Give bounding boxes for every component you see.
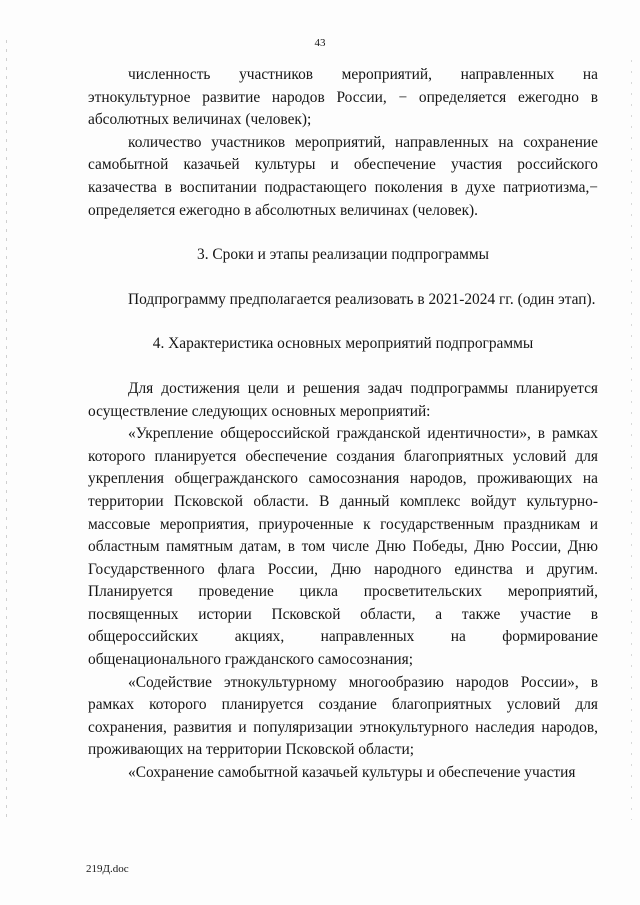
scan-edge-right — [631, 60, 632, 820]
section-3-text: Подпрограмму предполагается реализовать в 2021-2024 гг. (один этап). — [128, 290, 596, 308]
section-3-heading: 3. Сроки и этапы реализации подпрограммы — [197, 246, 489, 264]
paragraph-participants-ethnocultural: численность участников мероприятий, направленных на этнокультурное развитие народов России, − определяется ежегодно в абсолютных величинах (человек); — [88, 66, 598, 129]
document-body — [88, 64, 598, 785]
section-4-item-diversity: «Содействие этнокультурному многообразию народов России», в рамках которого планируется создание благоприятных условий для сохранения, развития и популяризации этнокультурного наследия народов, проживающих на территории Псковской области; — [88, 673, 598, 759]
section-4-item-identity: «Укрепление общероссийской гражданской идентичности», в рамках которого планируется обеспечение создания благоприятных условий для укрепления общегражданского самосознания народов, проживающих на территории Псковской области. В данный комплекс войдут культурно-массовые мероприятия, приуроченные к государственным праздникам и областным памятным датам, в том числе Дню Победы, Дню России, Дню Государственного флага России, Дню народного единства и другим. Планируется проведение цикла просветительских мероприятий, посвященных истории Псковской области, а также участие в общероссийских акциях, направленных на формирование общенационального гражданского самосознания; — [88, 425, 598, 669]
footer-filename: 219Д.doc — [86, 863, 129, 875]
section-4-item-cossack: «Сохранение самобытной казачьей культуры и обеспечение участия — [128, 764, 576, 782]
section-4-intro: Для достижения цели и решения задач подпрограммы планируется осуществление следующих основных мероприятий: — [88, 379, 598, 420]
scan-edge-left — [6, 40, 7, 820]
page-number: 43 — [314, 37, 326, 49]
paragraph-participants-cossack: количество участников мероприятий, направленных на сохранение самобытной казачьей культуры и обеспечение участия российского казачества в воспитании подрастающего поколения в духе патриотизма,− определяется ежегодно в абсолютных величинах (человек). — [88, 133, 598, 219]
section-4-heading: 4. Характеристика основных мероприятий подпрограммы — [152, 335, 534, 353]
